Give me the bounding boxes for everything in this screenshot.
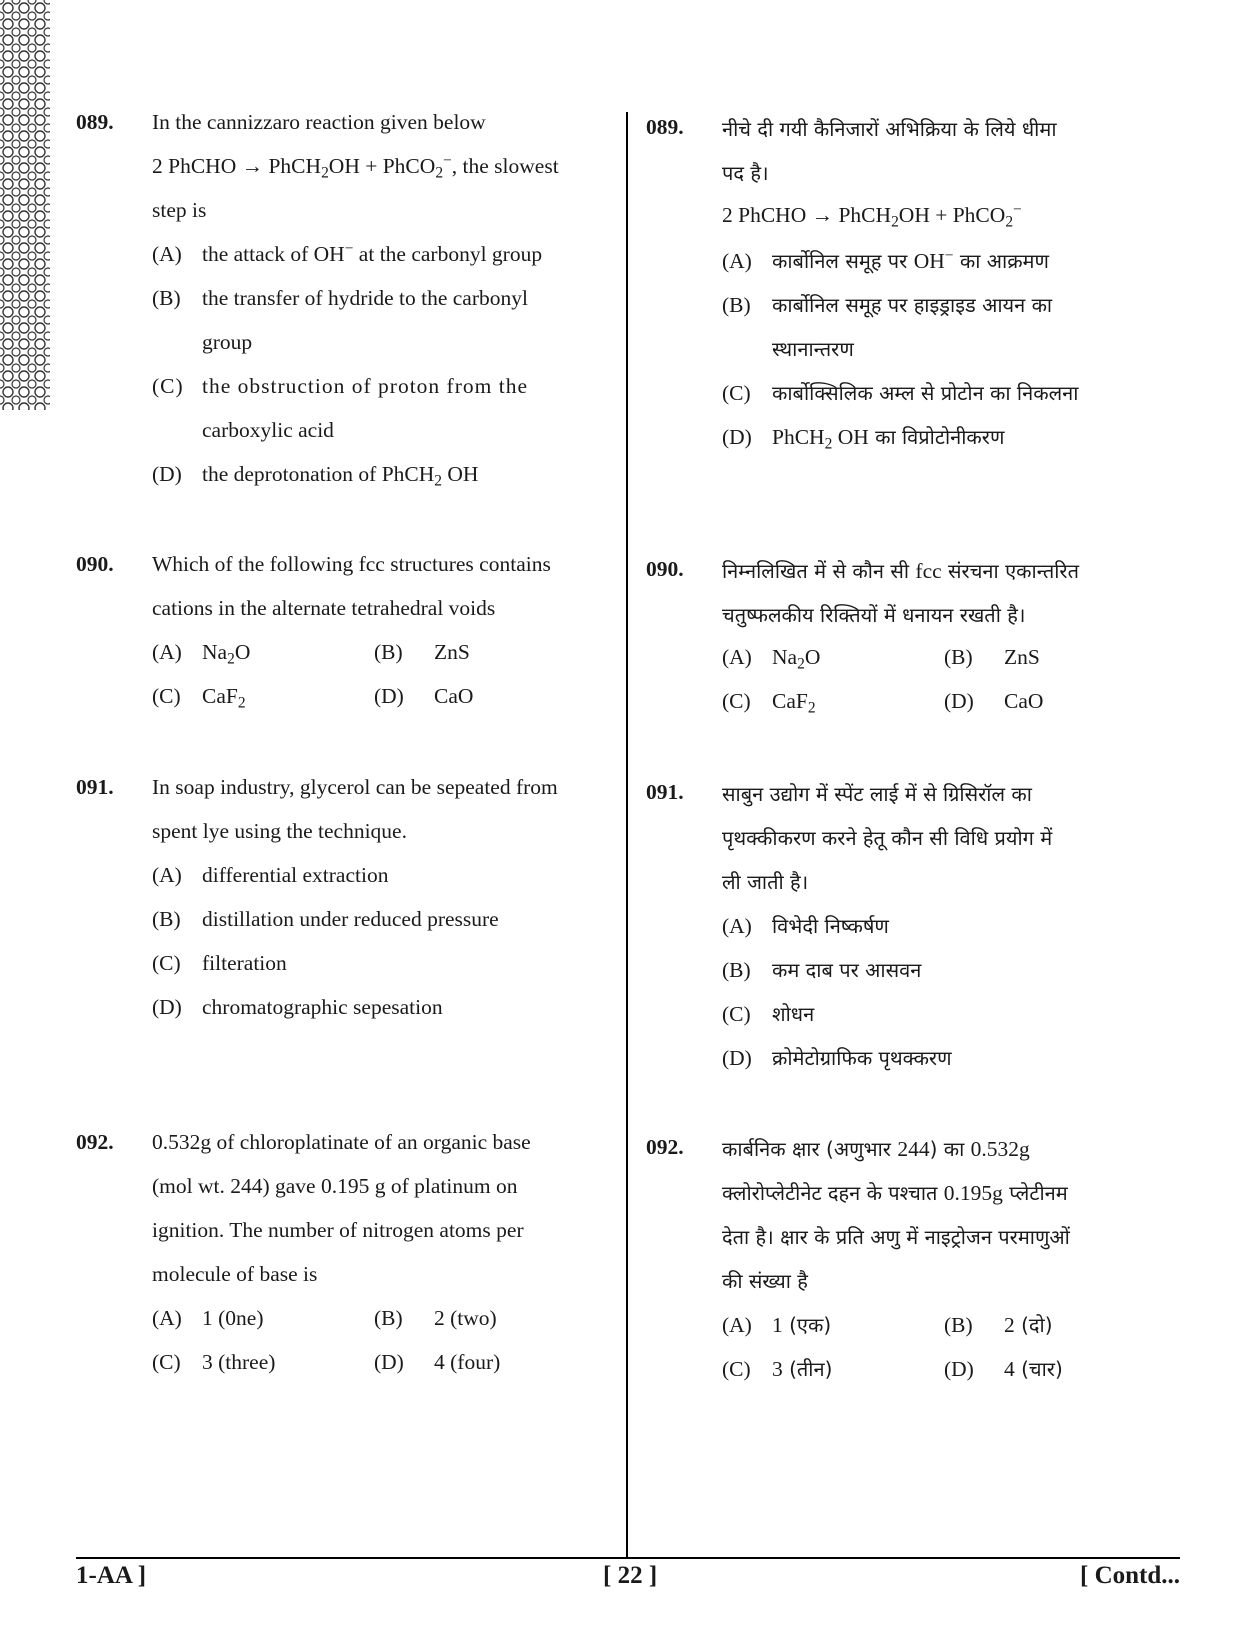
- option-b: (B) distillation under reduced pressure: [152, 907, 499, 931]
- question-number: 089.: [646, 115, 684, 139]
- option-a: (A) differential extraction: [152, 863, 389, 887]
- option-c: (C) the obstruction of proton from the: [152, 374, 528, 398]
- question-number: 090.: [646, 557, 684, 581]
- question-text: नीचे दी गयी कैनिजारों अभिक्रिया के लिये धीमा: [722, 117, 1057, 141]
- question-092-hi: [646, 1135, 1186, 1395]
- option-c: (C) CaF$_2$: [722, 689, 816, 717]
- option-c: (C) शोधन: [722, 1002, 815, 1026]
- question-number: 092.: [646, 1135, 684, 1159]
- question-text: In soap industry, glycerol can be sepeated from: [152, 775, 558, 799]
- option-a: (A) विभेदी निष्कर्षण: [722, 914, 889, 938]
- question-text: की संख्या है: [722, 1269, 808, 1293]
- question-092-en: [76, 1130, 606, 1390]
- option-a: (A) कार्बोनिल समूह पर OH− का आक्रमण: [722, 246, 1049, 273]
- option-d: (D) 4 (four): [374, 1350, 501, 1374]
- question-091-en: [76, 775, 606, 1035]
- option-a: (A) $Na_2O$: [722, 645, 821, 673]
- option-d: (D) CaO: [374, 684, 474, 708]
- question-text: (mol wt. 244) gave 0.195 g of platinum on: [152, 1174, 518, 1198]
- question-text: चतुष्फलकीय रिक्तियों में धनायन रखती है।: [722, 603, 1026, 627]
- option-a: (A) the attack of OH− at the carbonyl group: [152, 239, 543, 266]
- question-text: कार्बनिक क्षार (अणुभार 244) का 0.532g: [722, 1137, 1030, 1161]
- option-b: (B) कम दाब पर आसवन: [722, 958, 922, 982]
- option-d: (D) PhCH$_2$ OH का विप्रोटोनीकरण: [722, 425, 1005, 453]
- question-number: 092.: [76, 1130, 114, 1154]
- option-d: (D) 4 (चार): [944, 1357, 1063, 1381]
- question-text: साबुन उद्योग में स्पेंट लाई में से ग्रिसिरॉल का: [722, 782, 1032, 806]
- question-text: Which of the following fcc structures contains: [152, 552, 551, 576]
- question-090-en: [76, 552, 606, 722]
- option-b: (B) the transfer of hydride to the carbonyl: [152, 286, 528, 310]
- question-091-hi: [646, 780, 1186, 1090]
- decorative-border-pattern: [0, 0, 50, 410]
- question-text: क्लोरोप्लेटीनेट दहन के पश्चात 0.195g प्लेटीनम: [722, 1181, 1068, 1205]
- option-d: (D) the deprotonation of PhCH$_2$ OH: [152, 462, 479, 490]
- question-number: 091.: [646, 780, 684, 804]
- option-b: (B) 2 (two): [374, 1306, 497, 1330]
- question-text: देता है। क्षार के प्रति अणु में नाइट्रोजन परमाणुओं: [722, 1225, 1070, 1249]
- page-number: [ 22 ]: [603, 1562, 658, 1589]
- question-text: In the cannizzaro reaction given below: [152, 110, 486, 134]
- option-c-cont: carboxylic acid: [202, 418, 334, 442]
- question-text: step is: [152, 198, 207, 222]
- question-089-hi: [646, 115, 1186, 455]
- question-text: पृथक्कीकरण करने हेतू कौन सी विधि प्रयोग में: [722, 826, 1053, 850]
- question-number: 089.: [76, 110, 114, 134]
- question-text: molecule of base is: [152, 1262, 318, 1286]
- question-text: निम्नलिखित में से कौन सी fcc संरचना एकान्तरित: [722, 559, 1079, 583]
- question-090-hi: [646, 557, 1186, 727]
- option-b: (B) कार्बोनिल समूह पर हाइड्राइड आयन का: [722, 293, 1053, 317]
- question-text: cations in the alternate tetrahedral voids: [152, 596, 496, 620]
- question-number: 091.: [76, 775, 114, 799]
- option-b: (B) 2 (दो): [944, 1313, 1053, 1337]
- question-text: 2 PhCHO → PhCH$_2$OH + PhCO$_2$−, the slowest: [152, 151, 559, 182]
- footer-code: 1-AA ]: [76, 1562, 147, 1589]
- option-a: (A) $Na_2O$: [152, 640, 251, 668]
- option-d: (D) क्रोमेटोग्राफिक पृथक्करण: [722, 1046, 952, 1070]
- option-b: (B) ZnS: [374, 640, 470, 664]
- question-text: spent lye using the technique.: [152, 819, 407, 843]
- option-c: (C) कार्बोक्सिलिक अम्ल से प्रोटोन का निकलना: [722, 381, 1079, 405]
- option-b-cont: स्थानान्तरण: [772, 337, 854, 361]
- option-c: (C) filteration: [152, 951, 287, 975]
- question-number: 090.: [76, 552, 114, 576]
- option-d: (D) CaO: [944, 689, 1044, 713]
- option-a: (A) 1 (एक): [722, 1313, 832, 1337]
- question-text: 2 PhCHO → PhCH$_2$OH + PhCO$_2$−: [722, 200, 1022, 231]
- question-text: पद है।: [722, 161, 769, 185]
- option-c: (C) CaF$_2$: [152, 684, 246, 712]
- footer-contd: [ Contd...: [1080, 1562, 1181, 1589]
- question-text: 0.532g of chloroplatinate of an organic base: [152, 1130, 531, 1154]
- option-c: (C) 3 (तीन): [722, 1357, 833, 1381]
- option-c: (C) 3 (three): [152, 1350, 276, 1374]
- question-text: ignition. The number of nitrogen atoms per: [152, 1218, 524, 1242]
- option-b: (B) ZnS: [944, 645, 1040, 669]
- option-a: (A) 1 (0ne): [152, 1306, 264, 1330]
- column-divider: [626, 112, 628, 1557]
- question-089-en: [76, 110, 606, 500]
- question-text: ली जाती है।: [722, 870, 809, 894]
- option-d: (D) chromatographic sepesation: [152, 995, 443, 1019]
- option-b-cont: group: [202, 330, 253, 354]
- footer-rule: [76, 1557, 1180, 1559]
